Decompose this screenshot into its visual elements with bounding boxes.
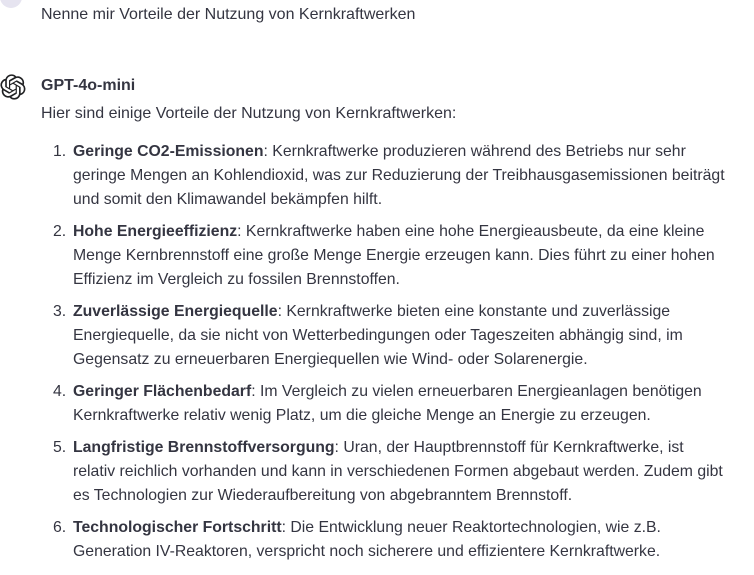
point-text: : Uran, der Hauptbrennstoff für Kernkraftwerke, ist relativ reichlich vorhanden und kann in verschiedenen Formen abgebaut werden. Zudem gibt es Technologien zur Wiederaufbereitung von abgebranntem Brennstoff.: [73, 439, 723, 504]
point-text: : Kernkraftwerke produzieren während des Betriebs nur sehr geringe Mengen an Kohlendioxid, was zur Reduzierung der Treibhausgasemissionen beiträgt und somit den Klimawandel bekämpfen hilft.: [73, 143, 725, 208]
assistant-intro: Hier sind einige Vorteile der Nutzung von Kernkraftwerken:: [41, 105, 457, 122]
point-text: : Kernkraftwerke bieten eine konstante und zuverlässige Energiequelle, da sie nicht von Wetterbedingungen oder Tageszeiten abhängig sind, im Gegensatz zu erneuerbaren Energiequellen wie Wind- oder Solarenergie.: [73, 303, 683, 368]
user-avatar: [0, 0, 22, 8]
list-number: 5.: [53, 439, 67, 456]
list-item: [0, 516, 730, 564]
point-term: Hohe Energieeffizienz: [73, 223, 238, 240]
list-item: [0, 380, 730, 428]
list-number: 4.: [53, 383, 67, 400]
point-term: Technologischer Fortschritt: [73, 519, 282, 536]
point-term: Geringer Flächenbedarf: [73, 383, 252, 400]
list-item: [0, 436, 730, 508]
list-number: 1.: [53, 143, 67, 160]
list-number: 6.: [53, 519, 67, 536]
openai-logo-icon: [0, 72, 26, 102]
list-item: [0, 300, 730, 372]
point-term: Zuverlässige Energiequelle: [73, 303, 278, 320]
point-term: Langfristige Brennstoffversorgung: [73, 439, 335, 456]
point-text: : Die Entwicklung neuer Reaktortechnologien, wie z.B. Generation IV-Reaktoren, verspricht noch sicherere und effizientere Kernkraftwerke.: [73, 519, 661, 560]
point-text: : Im Vergleich zu vielen erneuerbaren Energieanlagen benötigen Kernkraftwerke relativ wenig Platz, um die gleiche Menge an Energie zu erzeugen.: [73, 383, 702, 424]
user-message: Nenne mir Vorteile der Nutzung von Kernkraftwerken: [41, 6, 416, 23]
list-item: [0, 220, 730, 292]
point-text: : Kernkraftwerke haben eine hohe Energieausbeute, da eine kleine Menge Kernbrennstoff eine große Menge Energie erzeugen kann. Dies führt zu einer hohen Effizienz im Vergleich zu fossilen Brennstoffen.: [73, 223, 715, 288]
assistant-name: GPT-4o-mini: [41, 77, 136, 94]
list-number: 2.: [53, 223, 67, 240]
list-item: [0, 140, 730, 212]
point-term: Geringe CO2-Emissionen: [73, 143, 264, 160]
list-number: 3.: [53, 303, 67, 320]
advantages-list: [0, 140, 730, 572]
